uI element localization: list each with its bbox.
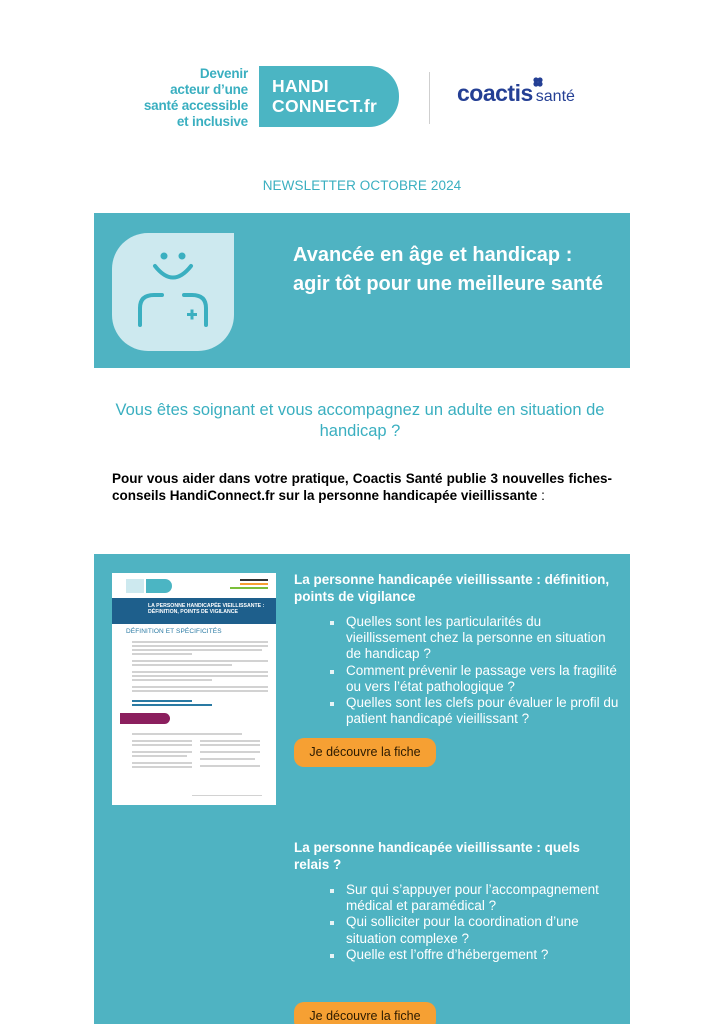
thumb-highlight xyxy=(120,713,170,724)
thumb-text-line xyxy=(132,766,192,768)
thumb-text-line xyxy=(132,762,192,764)
fiche-1-title: La personne handicapée vieillissante : définition, points de vigilance xyxy=(294,572,610,604)
intro-tail: : xyxy=(537,487,545,503)
fiches-section xyxy=(94,554,630,1024)
bullet-item: Sur qui s’appuyer pour l’accompagnement médical et paramédical ? xyxy=(330,882,620,914)
thumb-text-line xyxy=(132,751,192,753)
handiconnect-tagline xyxy=(134,66,248,130)
thumb-text-line xyxy=(132,744,192,746)
intro-paragraph xyxy=(112,471,612,504)
thumb-banner-title: LA PERSONNE HANDICAPÉE VIEILLISSANTE : DÉFINITION, POINTS DE VIGILANCE xyxy=(148,603,265,616)
thumb-text-line xyxy=(132,675,268,677)
thumb-section-heading: DÉFINITION ET SPÉCIFICITÉS xyxy=(126,628,222,635)
thumb-text-line xyxy=(132,660,268,662)
thumbnail-banner xyxy=(112,598,276,624)
thumb-text-line xyxy=(200,758,255,760)
thumb-text-line xyxy=(200,740,260,742)
logo-line: HANDI xyxy=(272,76,329,96)
tagline-line: santé accessible xyxy=(143,98,248,113)
thumb-logo xyxy=(146,579,172,593)
flower-icon xyxy=(532,76,544,88)
newsletter-header xyxy=(0,62,724,134)
thumb-text-line xyxy=(132,740,192,742)
thumb-text-line xyxy=(200,765,260,767)
thumb-text-line xyxy=(132,664,232,666)
thumb-subheading xyxy=(132,700,192,702)
hero-banner xyxy=(94,213,630,368)
bullet-item: Quelles sont les particularités du vieillissement chez la personne en situation de handicap ? xyxy=(330,614,620,663)
thumb-footer xyxy=(192,795,262,796)
thumb-text-line xyxy=(132,653,192,655)
fiche-thumbnail[interactable] xyxy=(112,573,276,805)
thumb-text-line xyxy=(132,690,268,692)
newsletter-label: NEWSLETTER OCTOBRE 2024 xyxy=(262,178,462,193)
bullet-item: Quelle est l’offre d’hébergement ? xyxy=(330,947,620,963)
thumb-tag xyxy=(240,583,268,585)
bullet-item: Comment prévenir le passage vers la fragilité ou vers l’état pathologique ? xyxy=(330,663,620,695)
fiche-2-cta-button[interactable]: Je découvre la fiche xyxy=(294,1002,436,1024)
thumb-tagline xyxy=(126,579,144,593)
thumb-text-line xyxy=(132,649,262,651)
bullet-item: Qui solliciter pour la coordination d’une situation complexe ? xyxy=(330,914,620,946)
tagline-line: acteur d’une xyxy=(170,82,248,97)
thumb-text-line xyxy=(132,755,187,757)
tagline-line: Devenir xyxy=(199,66,248,81)
bullet-item: Quelles sont les clefs pour évaluer le profil du patient handicapé vieillissant ? xyxy=(330,695,620,727)
thumb-text-line xyxy=(132,733,242,735)
thumb-text-line xyxy=(132,679,212,681)
thumb-text-line xyxy=(200,751,260,753)
audience-question: Vous êtes soignant et vous accompagnez un adulte en situation de handicap ? xyxy=(115,401,605,440)
thumb-text-line xyxy=(132,645,268,647)
thumb-text-line xyxy=(132,671,268,673)
hero-title: Avancée en âge et handicap : agir tôt pour une meilleure santé xyxy=(293,244,604,295)
tagline-line: et inclusive xyxy=(176,114,248,129)
header-divider xyxy=(429,72,430,124)
coactis-logo[interactable] xyxy=(457,80,575,110)
coactis-wordmark: coactis xyxy=(457,80,533,106)
handiconnect-logo[interactable] xyxy=(259,66,399,127)
thumb-text-line xyxy=(132,641,268,643)
caregiver-icon xyxy=(112,233,234,351)
logo-line: CONNECT.fr xyxy=(272,96,378,116)
thumb-tag xyxy=(230,587,268,589)
coactis-sante: santé xyxy=(535,88,575,105)
thumbnail-header xyxy=(112,573,276,598)
fiche-2-title: La personne handicapée vieillissante : quels relais ? xyxy=(294,840,580,872)
intro-bold-text: Pour vous aider dans votre pratique, Coactis Santé publie 3 nouvelles fiches-conseils HandiConnect.fr sur la personne handicapée vieillissante xyxy=(112,471,612,503)
thumb-tag xyxy=(240,579,268,581)
fiche-1-cta-button[interactable]: Je découvre la fiche xyxy=(294,738,436,767)
thumb-subheading xyxy=(132,704,212,706)
fiche-1-bullets xyxy=(330,614,620,727)
thumb-text-line xyxy=(200,744,260,746)
thumb-text-line xyxy=(132,686,268,688)
fiche-2-bullets xyxy=(330,882,620,963)
